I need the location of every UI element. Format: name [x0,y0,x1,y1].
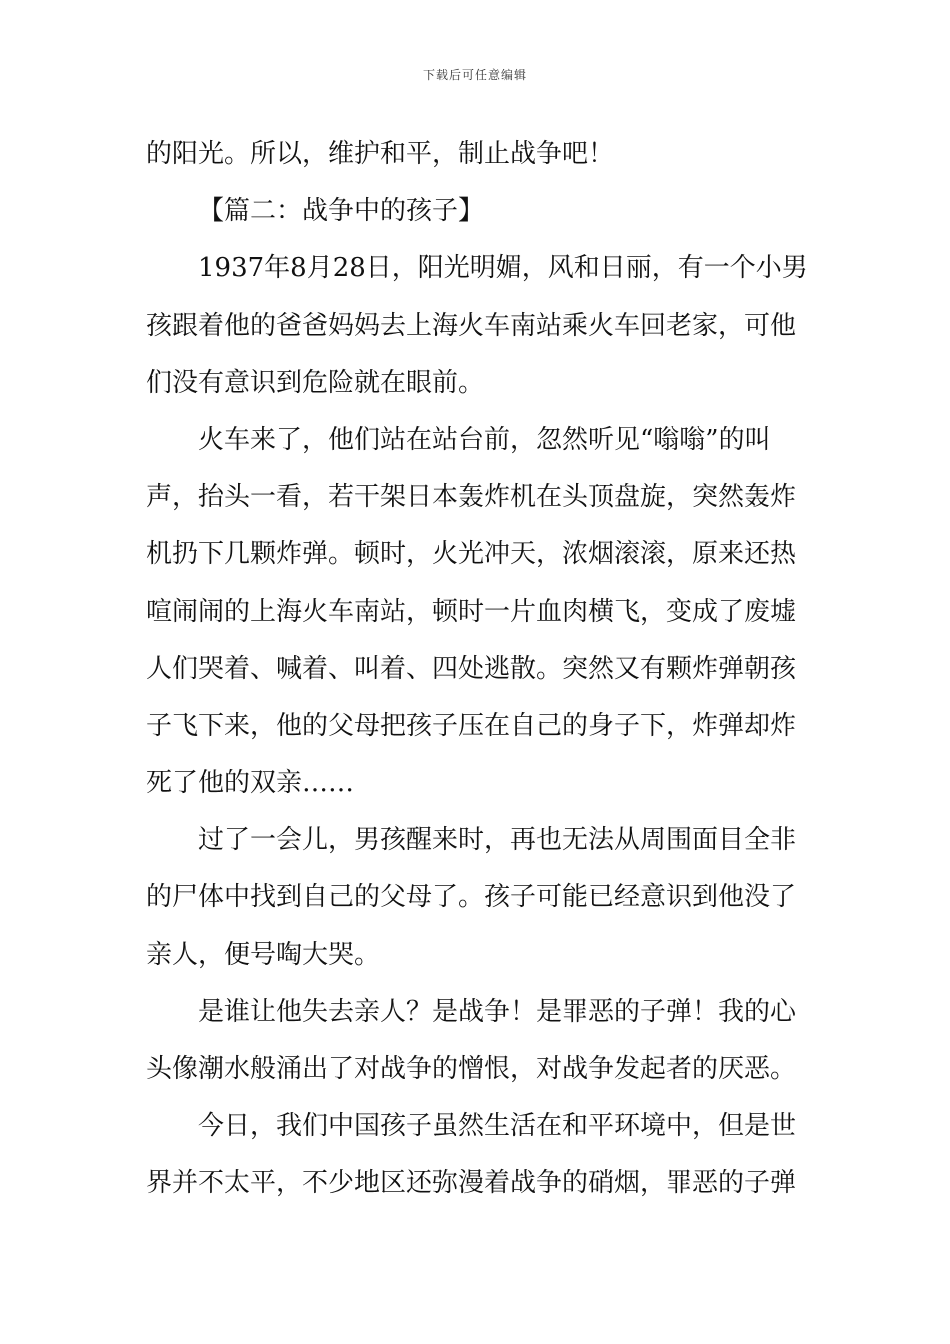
text-line: 火车来了，他们站在站台前，忽然听见“嗡嗡”的叫 [198,424,771,455]
text-line: 子飞下来，他的父母把孩子压在自己的身子下，炸弹却炸 [146,710,797,741]
text-line: 声，抬头一看，若干架日本轰炸机在头顶盘旋，突然轰炸 [146,482,797,513]
text-line: 们没有意识到危险就在眼前。 [146,367,485,398]
text-line: 机扔下几颗炸弹。顿时，火光冲天，浓烟滚滚，原来还热 [146,539,797,570]
text-line: 头像潮水般涌出了对战争的憎恨，对战争发起者的厌恶。 [146,1054,797,1084]
text-line: 的尸体中找到自己的父母了。孩子可能已经意识到他没了 [146,882,797,913]
text-line: 亲人，便号啕大哭。 [146,939,381,970]
text-line: 孩跟着他的爸爸妈妈去上海火车南站乘火车回老家，可他 [146,310,797,341]
text-line: 今日，我们中国孩子虽然生活在和平环境中，但是世 [198,1111,797,1142]
document-body [146,126,810,1213]
text-line: 喧闹闹的上海火车南站，顿时一片血肉横飞，变成了废墟 [146,596,797,627]
text-line: 死了他的双亲…… [146,768,355,799]
page-header: 下载后可任意编辑 [422,68,527,82]
text-line: 人们哭着、喊着、叫着、四处逃散。突然又有颗炸弹朝孩 [146,653,797,684]
text-line: 的阳光。所以，维护和平，制止战争吧！ [146,139,615,169]
text-line: 界并不太平，不少地区还弥漫着战争的硝烟，罪恶的子弹 [146,1168,797,1199]
text-line: 是谁让他失去亲人？是战争！是罪恶的子弹！我的心 [198,996,797,1027]
text-line: 过了一会儿，男孩醒来时，再也无法从周围面目全非 [198,825,797,856]
section-heading: 【篇二：战争中的孩子】 [198,196,485,227]
text-line: 1937年8月28日，阳光明媚，风和日丽，有一个小男 [198,253,808,284]
